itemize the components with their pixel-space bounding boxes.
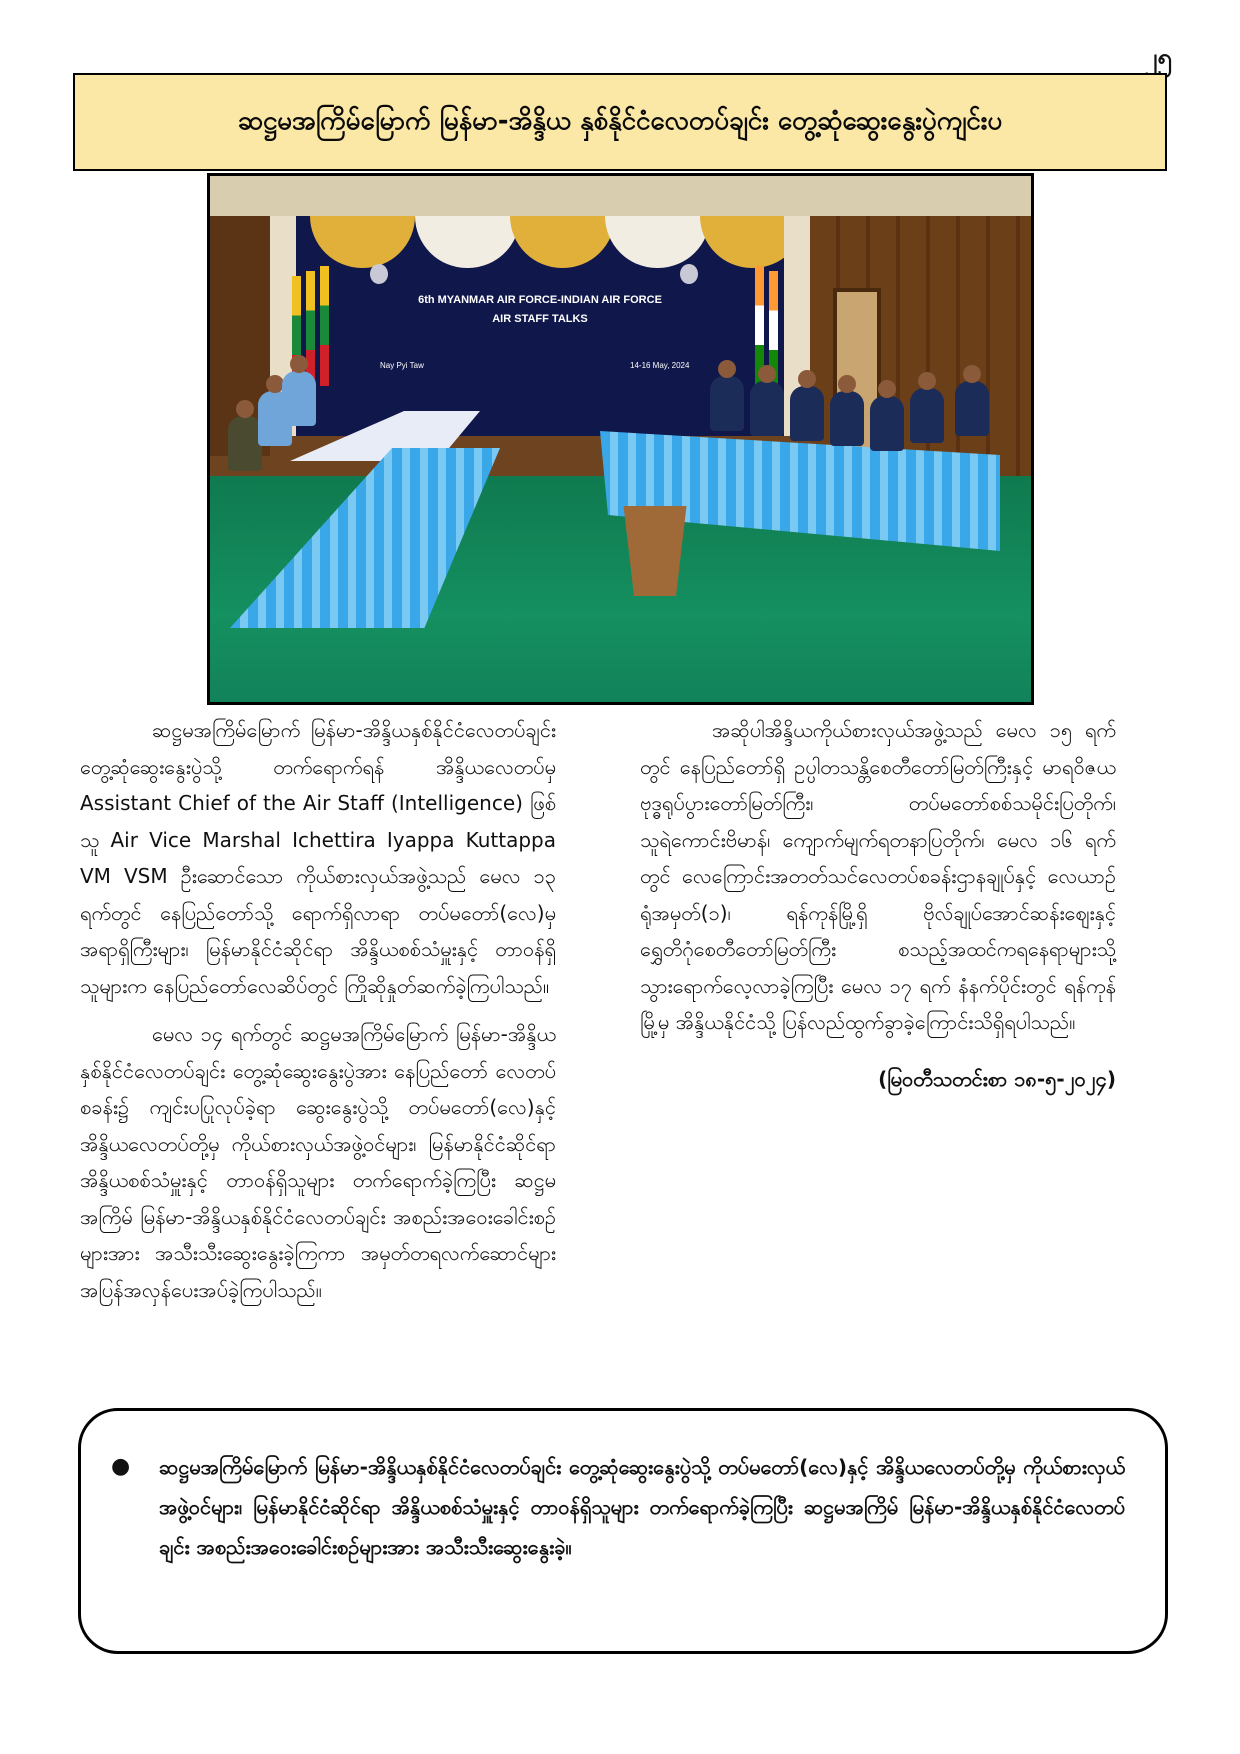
summary-box — [78, 1408, 1168, 1654]
article-paragraph: အဆိုပါအိန္ဒိယကိုယ်စားလှယ်အဖွဲ့သည် မေလ ၁၅ ရက်တွင် နေပြည်တော်ရှိ ဥပ္ပါတသန္တိစေတီတော်မြတ်ကြီးနှင့် မာရဝိဇယ ဗုဒ္ဓရုပ်ပွားတော်မြတ်ကြီး၊ တပ်မတော်စစ်သမိုင်းပြတိုက်၊ သူရဲကောင်းဗိမာန်၊ ကျောက်မျက်ရတနာပြတိုက်၊ မေလ ၁၆ ရက်တွင် လေကြောင်းအတတ်သင်လေတပ်စခန်းဌာနချုပ်နှင့် လေယာဉ်ရုံအမှတ်(၁)၊ ရန်ကုန်မြို့ရှိ ဗိုလ်ချုပ်အောင်ဆန်းဈေးနှင့် ရွှေတိဂုံစေတီတော်မြတ်ကြီး စသည့်အထင်ကရနေရာများသို့ သွားရောက်လေ့လာခဲ့ကြပြီး မေလ ၁၇ ရက် နံနက်ပိုင်းတွင် ရန်ကုန်မြို့မှ အိန္ဒိယနိုင်ငံသို့ ပြန်လည်ထွက်ခွာခဲ့ကြောင်းသိရှိရပါသည်။ — [640, 718, 1116, 1034]
page-number: ၂၅ — [1144, 43, 1172, 73]
news-photo — [207, 173, 1034, 705]
photo-banner — [370, 291, 710, 328]
person-figure — [910, 388, 944, 443]
myanmar-flag-icon — [320, 266, 329, 386]
photo-ceiling — [210, 176, 1031, 216]
bullet-icon: ● — [111, 1454, 131, 1479]
article-column-left — [80, 712, 556, 1320]
person-figure — [750, 381, 784, 436]
summary-item-text: ဆဋ္ဌမအကြိမ်မြောက် မြန်မာ-အိန္ဒိယနှစ်နိုင်ငံလေတပ်ချင်း တွေ့ဆုံဆွေးနွေးပွဲသို့ တပ်မတော်(လေ)နှင့် အိန္ဒိယလေတပ်တို့မှ ကိုယ်စားလှယ်အဖွဲ့ဝင်များ၊ မြန်မာနိုင်ငံဆိုင်ရာ အိန္ဒိယစစ်သံမှူးနှင့် တာဝန်ရှိသူများ တက်ရောက်ခဲ့ကြပြီး ဆဋ္ဌမအကြိမ် မြန်မာ-အိန္ဒိယနှစ်နိုင်ငံလေတပ်ချင်း အစည်းအဝေးခေါင်းစဉ်များအား အသီးသီးဆွေးနွေးခဲ့။ — [159, 1455, 1125, 1559]
air-force-emblem-icon — [680, 264, 698, 284]
person-figure — [710, 376, 744, 431]
air-force-emblem-icon — [370, 264, 388, 284]
person-figure — [282, 371, 316, 426]
person-figure — [790, 386, 824, 441]
article-source: (မြဝတီသတင်းစာ ၁၈-၅-၂၀၂၄) — [878, 1066, 1116, 1091]
article-column-right — [640, 712, 1116, 1097]
banner-line-2: AIR STAFF TALKS — [492, 312, 588, 325]
person-figure — [870, 396, 904, 451]
page-title: ဆဋ္ဌမအကြိမ်မြောက် မြန်မာ-အိန္ဒိယ နှစ်နိုင်ငံလေတပ်ချင်း တွေ့ဆုံဆွေးနွေးပွဲကျင်းပ — [237, 106, 1003, 137]
summary-list — [111, 1447, 1125, 1567]
banner-line-1: 6th MYANMAR AIR FORCE-INDIAN AIR FORCE — [418, 294, 662, 306]
banner-location: Nay Pyi Taw — [380, 361, 424, 370]
summary-item — [111, 1447, 1125, 1567]
banner-date: 14-16 May, 2024 — [630, 361, 690, 370]
article-paragraph: ဆဋ္ဌမအကြိမ်မြောက် မြန်မာ-အိန္ဒိယနှစ်နိုင်ငံလေတပ်ချင်း တွေ့ဆုံဆွေးနွေးပွဲသို့ တက်ရောက်ရန် အိန္ဒိယလေတပ်မှ Assistant Chief of the Air Staff (Intelligence) ဖြစ်သူ Air Vice Marshal Ichettira Iyappa Kuttappa VM VSM ဦးဆောင်သော ကိုယ်စားလှယ်အဖွဲ့သည် မေလ ၁၃ ရက်တွင် နေပြည်တော်သို့ ရောက်ရှိလာရာ တပ်မတော်(လေ)မှ အရာရှိကြီးများ၊ မြန်မာနိုင်ငံဆိုင်ရာ အိန္ဒိယစစ်သံမှူးနှင့် တာဝန်ရှိသူများက နေပြည်တော်လေဆိပ်တွင် ကြိုဆိုနှုတ်ဆက်ခဲ့ကြပါသည်။ — [80, 718, 556, 998]
person-figure — [830, 391, 864, 446]
person-figure — [955, 381, 989, 436]
title-box — [73, 73, 1167, 171]
person-figure — [228, 416, 262, 471]
article-paragraph: မေလ ၁၄ ရက်တွင် ဆဋ္ဌမအကြိမ်မြောက် မြန်မာ-အိန္ဒိယ နှစ်နိုင်ငံလေတပ်ချင်း တွေ့ဆုံဆွေးနွေးပွဲအား နေပြည်တော် လေတပ်စခန်း၌ ကျင်းပပြုလုပ်ခဲ့ရာ ဆွေးနွေးပွဲသို့ တပ်မတော်(လေ)နှင့် အိန္ဒိယလေတပ်တို့မှ ကိုယ်စားလှယ်အဖွဲ့ဝင်များ၊ မြန်မာနိုင်ငံဆိုင်ရာ အိန္ဒိယစစ်သံမှူးနှင့် တာဝန်ရှိသူများ တက်ရောက်ခဲ့ကြပြီး ဆဋ္ဌမအကြိမ် မြန်မာ-အိန္ဒိယနှစ်နိုင်ငံလေတပ်ချင်း အစည်းအဝေးခေါင်းစဉ်များအား အသီးသီးဆွေးနွေးခဲ့ကြကာ အမှတ်တရလက်ဆောင်များ အပြန်အလှန်ပေးအပ်ခဲ့ကြပါသည်။ — [80, 1022, 556, 1302]
